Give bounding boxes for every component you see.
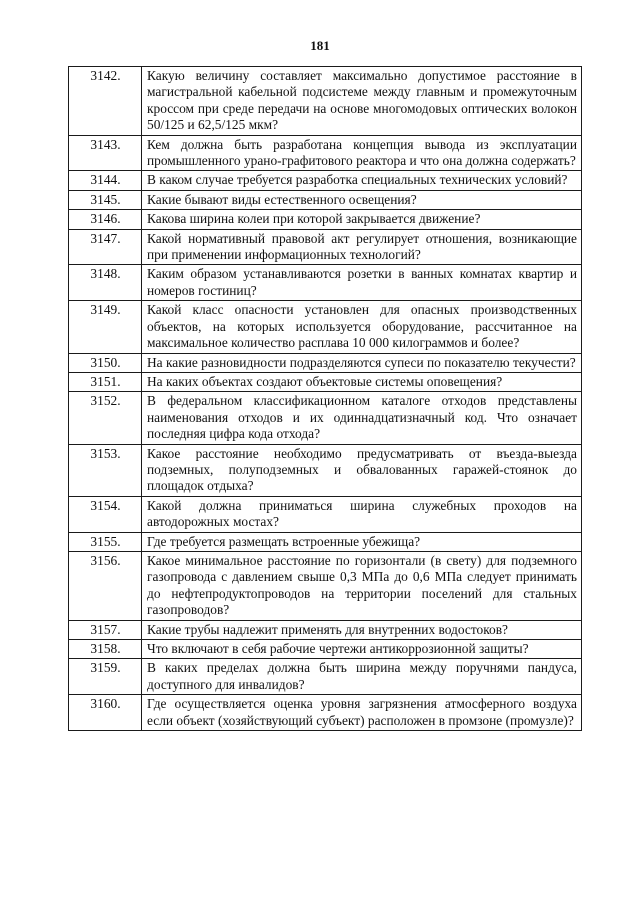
question-text: Какую величину составляет максимально допустимое расстояние в магистральной кабельной подсистеме между главным и промежуточным кроссом при среде передачи на основе многомодовых оптических волокон 50/125 и 62,5/125 мкм? <box>142 67 582 136</box>
question-text: В каком случае требуется разработка специальных технических условий? <box>142 171 582 190</box>
question-number: 3155. <box>69 532 142 551</box>
questions-table-body <box>69 67 582 731</box>
table-row <box>69 301 582 353</box>
table-row <box>69 640 582 659</box>
question-number: 3152. <box>69 392 142 444</box>
question-number: 3142. <box>69 67 142 136</box>
table-row <box>69 265 582 301</box>
question-number: 3159. <box>69 659 142 695</box>
question-number: 3145. <box>69 190 142 209</box>
question-text: Какой должна приниматься ширина служебных проходов на автодорожных мостах? <box>142 496 582 532</box>
table-row <box>69 353 582 372</box>
question-text: На каких объектах создают объектовые системы оповещения? <box>142 372 582 391</box>
question-number: 3151. <box>69 372 142 391</box>
table-row <box>69 532 582 551</box>
table-row <box>69 695 582 731</box>
question-number: 3148. <box>69 265 142 301</box>
question-text: Какие трубы надлежит применять для внутренних водостоков? <box>142 620 582 639</box>
table-row <box>69 392 582 444</box>
table-row <box>69 372 582 391</box>
page-number: 181 <box>310 38 330 53</box>
question-text: Какой нормативный правовой акт регулирует отношения, возникающие при применении информационных технологий? <box>142 229 582 265</box>
table-row <box>69 229 582 265</box>
questions-table <box>68 66 582 731</box>
table-row <box>69 210 582 229</box>
table-row <box>69 190 582 209</box>
question-text: Где осуществляется оценка уровня загрязнения атмосферного воздуха если объект (хозяйствующий субъект) расположен в промзоне (промузле)? <box>142 695 582 731</box>
question-text: В федеральном классификационном каталоге отходов представлены наименования отходов и их одиннадцатизначный код. Что означает последняя цифра кода отхода? <box>142 392 582 444</box>
question-text: Что включают в себя рабочие чертежи антикоррозионной защиты? <box>142 640 582 659</box>
question-text: Где требуется размещать встроенные убежища? <box>142 532 582 551</box>
table-row <box>69 171 582 190</box>
question-number: 3147. <box>69 229 142 265</box>
question-text: Какова ширина колеи при которой закрывается движение? <box>142 210 582 229</box>
question-text: Какой класс опасности установлен для опасных производственных объектов, на которых используется оборудование, рассчитанное на максимальное количество расплава 10 000 килограммов и более? <box>142 301 582 353</box>
question-text: Каким образом устанавливаются розетки в ванных комнатах квартир и номеров гостиниц? <box>142 265 582 301</box>
question-number: 3146. <box>69 210 142 229</box>
question-number: 3150. <box>69 353 142 372</box>
question-text: Кем должна быть разработана концепция вывода из эксплуатации промышленного урано-графитового реактора и что она должна содержать? <box>142 135 582 171</box>
question-text: Какое минимальное расстояние по горизонтали (в свету) для подземного газопровода с давлением свыше 0,3 МПа до 0,6 МПа следует принимать до нефтепродуктопроводов на территории поселений для стальных газопроводов? <box>142 551 582 620</box>
question-text: Какое расстояние необходимо предусматривать от въезда-выезда подземных, полуподземных и обвалованных гаражей-стоянок до площадок отдыха? <box>142 444 582 496</box>
table-row <box>69 135 582 171</box>
question-number: 3156. <box>69 551 142 620</box>
table-row <box>69 551 582 620</box>
question-number: 3157. <box>69 620 142 639</box>
table-row <box>69 67 582 136</box>
question-number: 3144. <box>69 171 142 190</box>
question-text: Какие бывают виды естественного освещения? <box>142 190 582 209</box>
question-number: 3149. <box>69 301 142 353</box>
question-number: 3160. <box>69 695 142 731</box>
table-row <box>69 620 582 639</box>
question-number: 3154. <box>69 496 142 532</box>
table-row <box>69 496 582 532</box>
table-row <box>69 444 582 496</box>
question-number: 3153. <box>69 444 142 496</box>
question-text: В каких пределах должна быть ширина между поручнями пандуса, доступного для инвалидов? <box>142 659 582 695</box>
question-text: На какие разновидности подразделяются супеси по показателю текучести? <box>142 353 582 372</box>
question-number: 3143. <box>69 135 142 171</box>
question-number: 3158. <box>69 640 142 659</box>
table-row <box>69 659 582 695</box>
